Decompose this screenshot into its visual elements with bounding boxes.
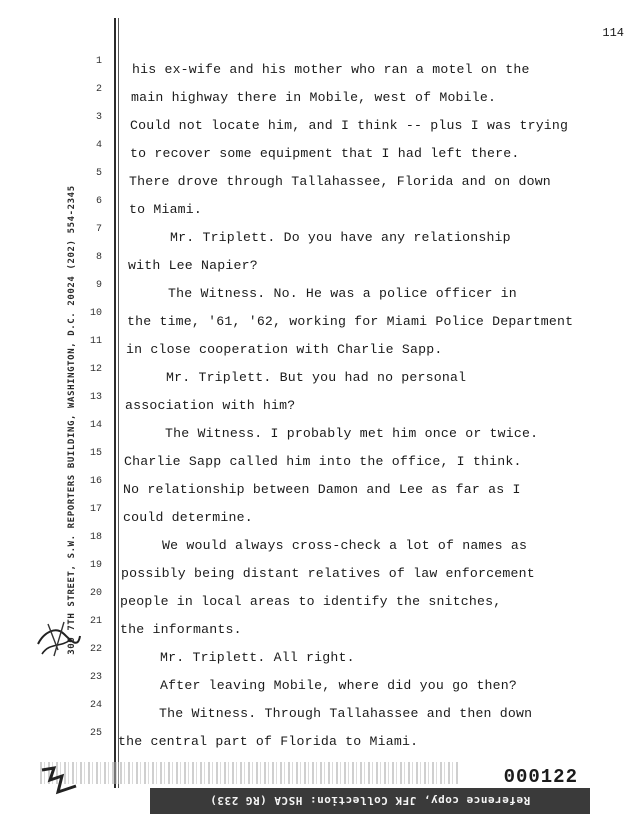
line-number: 1 [95,56,102,67]
line-number: 10 [89,308,102,319]
reference-stamp: Reference copy, JFK Collection: HSCA (RG 233) [150,788,590,814]
transcript-line: in close cooperation with Charlie Sapp. [126,342,443,357]
line-number: 25 [89,728,102,739]
line-number: 3 [95,112,102,123]
line-number: 9 [95,280,102,291]
line-number: 16 [89,476,102,487]
transcript-line: the time, '61, '62, working for Miami Police Department [127,314,574,329]
transcript-line: to recover some equipment that I had left there. [130,146,520,161]
transcript-line: The Witness. I probably met him once or twice. [165,426,539,441]
transcript-line: Mr. Triplett. All right. [160,650,355,665]
transcript-line: We would always cross-check a lot of names as [162,538,528,553]
line-number: 20 [89,588,102,599]
line-number: 19 [89,560,102,571]
transcript-line: could determine. [123,510,253,525]
scan-noise-band [40,762,460,784]
transcript-line: The Witness. Through Tallahassee and then down [159,706,533,721]
line-number: 17 [89,504,102,515]
line-number: 14 [89,420,102,431]
line-number: 21 [89,616,102,627]
transcript-line: Mr. Triplett. Do you have any relationship [170,230,511,245]
handwritten-scribble-icon [34,614,84,664]
transcript-line: There drove through Tallahassee, Florida and on down [129,174,551,189]
line-number: 15 [89,448,102,459]
transcript-line: his ex-wife and his mother who ran a motel on the [132,62,530,77]
transcript-line: the central part of Florida to Miami. [118,734,419,749]
line-number: 5 [95,168,102,179]
transcript-line: to Miami. [129,202,203,217]
line-number: 11 [89,336,102,347]
transcript-line: After leaving Mobile, where did you go then? [160,678,518,693]
line-number: 24 [89,700,102,711]
line-number: 4 [95,140,102,151]
transcript-line: association with him? [125,398,296,413]
transcript-line: the informants. [120,622,242,637]
transcript-line: people in local areas to identify the snitches, [120,594,502,609]
transcript-line: possibly being distant relatives of law enforcement [121,566,535,581]
line-number: 22 [89,644,102,655]
transcript-line: main highway there in Mobile, west of Mobile. [131,90,497,105]
transcript-line: Could not locate him, and I think -- plus I was trying [130,118,569,133]
line-number: 18 [89,532,102,543]
transcript-line: Charlie Sapp called him into the office, I think. [124,454,522,469]
reporter-address-margin: 300 7TH STREET, S.W. REPORTERS BUILDING, WASHINGTON, D.C. 20024 (202) 554-2345 [67,185,77,655]
document-number: 000122 [503,766,578,788]
page-number: 114 [602,26,624,40]
transcript-line: The Witness. No. He was a police officer in [168,286,517,301]
transcript-line: with Lee Napier? [128,258,258,273]
corner-mark-icon [40,766,80,796]
margin-rule-inner [118,18,119,788]
line-number: 6 [95,196,102,207]
line-number: 13 [89,392,102,403]
transcript-line: Mr. Triplett. But you had no personal [166,370,467,385]
transcript-line: No relationship between Damon and Lee as far as I [123,482,521,497]
line-number: 2 [95,84,102,95]
line-number: 23 [89,672,102,683]
line-number: 12 [89,364,102,375]
line-number: 8 [95,252,102,263]
line-number: 7 [95,224,102,235]
margin-rule [114,18,116,788]
